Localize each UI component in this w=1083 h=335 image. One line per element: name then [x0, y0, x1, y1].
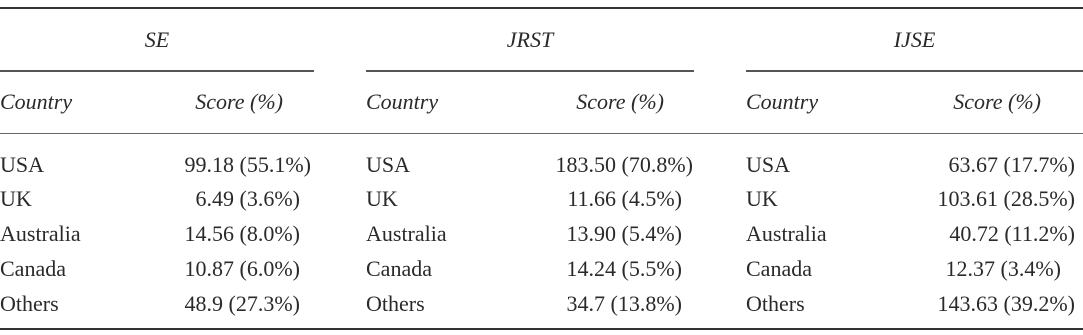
table-cell-country: Others — [746, 291, 805, 316]
table-cell-country: UK — [0, 186, 32, 211]
table-cell-score: 103.61 (28.5%) — [937, 186, 1075, 211]
table-cell-score: 34.7 (13.8%) — [566, 291, 682, 316]
table-cell-score: 63.67 (17.7%) — [948, 152, 1075, 177]
table-cell-score: 10.87 (6.0%) — [184, 256, 300, 281]
table-cell-country: USA — [0, 152, 45, 177]
col-header-score: Score (%) — [195, 89, 283, 114]
table-cell-score: 11.66 (4.5%) — [567, 186, 682, 211]
table-cell-country: USA — [746, 152, 791, 177]
table-cell-country: Australia — [746, 221, 827, 246]
top-rule — [0, 7, 1083, 9]
col-header-country: Country — [746, 89, 819, 114]
journal-header-se: SE — [144, 27, 170, 52]
header-rule — [0, 133, 1083, 134]
group-rule-se — [0, 70, 314, 72]
col-header-country: Country — [0, 89, 73, 114]
table-cell-score: 48.9 (27.3%) — [184, 291, 300, 316]
table-cell-score: 143.63 (39.2%) — [937, 291, 1075, 316]
table-cell-score: 183.50 (70.8%) — [555, 152, 693, 177]
table-cell-score: 6.49 (3.6%) — [195, 186, 300, 211]
table-cell-country: UK — [366, 186, 398, 211]
table-cell-country: UK — [746, 186, 778, 211]
table-cell-score: 14.24 (5.5%) — [566, 256, 682, 281]
table-cell-score: 13.90 (5.4%) — [566, 221, 682, 246]
table-cell-score: 14.56 (8.0%) — [184, 221, 300, 246]
col-header-score: Score (%) — [953, 89, 1041, 114]
table-cell-score: 12.37 (3.4%) — [945, 256, 1061, 281]
table-cell-country: USA — [366, 152, 411, 177]
bottom-rule — [0, 328, 1083, 330]
table-cell-country: Australia — [366, 221, 447, 246]
table-cell-country: Australia — [0, 221, 81, 246]
table-cell-country: Canada — [0, 256, 66, 281]
group-rule-jrst — [366, 70, 694, 72]
table-cell-country: Others — [366, 291, 425, 316]
journal-header-jrst: JRST — [506, 27, 554, 52]
journal-header-ijse: IJSE — [893, 27, 936, 52]
table-cell-country: Canada — [366, 256, 432, 281]
table-cell-country: Canada — [746, 256, 812, 281]
table-cell-score: 40.72 (11.2%) — [949, 221, 1075, 246]
col-header-score: Score (%) — [576, 89, 664, 114]
group-rule-ijse — [746, 70, 1083, 72]
table-cell-country: Others — [0, 291, 59, 316]
table-cell-score: 99.18 (55.1%) — [184, 152, 311, 177]
col-header-country: Country — [366, 89, 439, 114]
